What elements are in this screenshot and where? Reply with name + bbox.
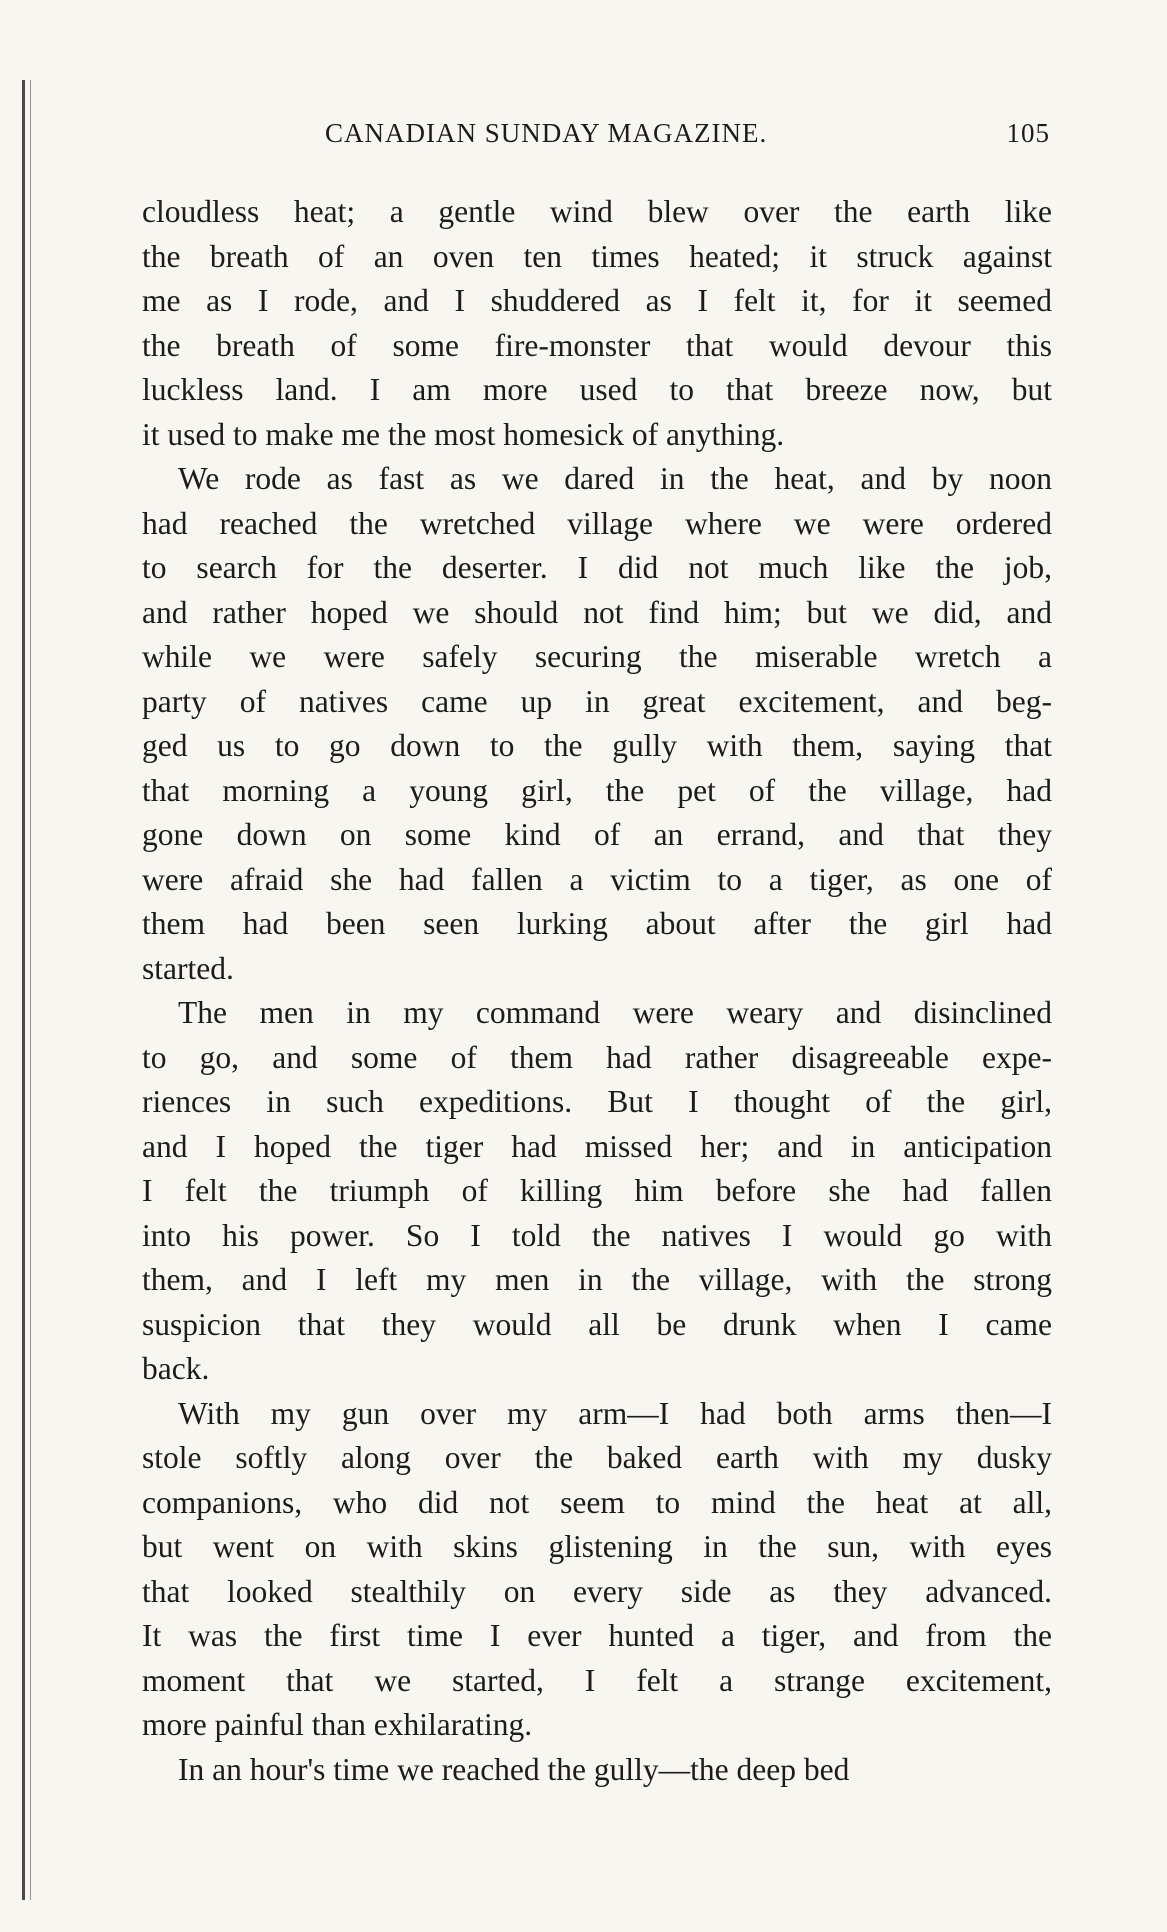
text-line: and I hoped the tiger had missed her; and in anticipation [142, 1128, 1052, 1164]
text-line: while we were safely securing the miserable wretch a [142, 639, 1052, 674]
text-line: that morning a young girl, the pet of the village, had [142, 772, 1052, 808]
magazine-title: CANADIAN SUNDAY MAGAZINE. [325, 118, 768, 148]
text-line: It was the first time I ever hunted a tiger, and from the [142, 1618, 1052, 1653]
text-line: had reached the wretched village where we were ordered [142, 505, 1052, 541]
text-line: riences in such expeditions. But I thought of the girl, [142, 1084, 1052, 1119]
text-line: The men in my command were weary and disinclined [178, 995, 1052, 1030]
text-line: gone down on some kind of an errand, and that they [142, 817, 1052, 852]
text-line: party of natives came up in great excitement, and beg- [142, 683, 1052, 719]
text-line: luckless land. I am more used to that breeze now, but [142, 372, 1052, 407]
text-line: the breath of an oven ten times heated; it struck against [142, 238, 1052, 274]
text-line: me as I rode, and I shuddered as I felt it, for it seemed [142, 283, 1052, 318]
text-line: started. [142, 950, 234, 986]
binding-edge [22, 80, 25, 1900]
page-number: 105 [1006, 118, 1050, 148]
text-line: suspicion that they would all be drunk when I came [142, 1306, 1052, 1342]
text-line: but went on with skins glistening in the sun, with eyes [142, 1529, 1052, 1564]
article-body [142, 190, 1052, 1792]
text-line: back. [142, 1351, 210, 1386]
text-line: With my gun over my arm—I had both arms then—I [178, 1395, 1052, 1431]
text-line: moment that we started, I felt a strange excitement, [142, 1662, 1052, 1698]
text-line: companions, who did not seem to mind the heat at all, [142, 1484, 1052, 1520]
binding-edge-shadow [30, 80, 31, 1900]
text-line: them, and I left my men in the village, with the strong [142, 1262, 1052, 1297]
text-line: ged us to go down to the gully with them, saying that [142, 728, 1052, 763]
text-line: were afraid she had fallen a victim to a tiger, as one of [142, 861, 1052, 897]
text-line: to go, and some of them had rather disagreeable expe- [142, 1039, 1052, 1075]
running-header [140, 118, 1060, 158]
text-line: and rather hoped we should not find him; but we did, and [142, 594, 1052, 630]
text-line: I felt the triumph of killing him before she had fallen [142, 1173, 1052, 1208]
text-line: In an hour's time we reached the gully—the deep bed [178, 1751, 850, 1787]
text-line: into his power. So I told the natives I would go with [142, 1217, 1052, 1253]
text-line: cloudless heat; a gentle wind blew over the earth like [142, 194, 1052, 229]
text-line: We rode as fast as we dared in the heat, and by noon [178, 461, 1052, 496]
text-line: the breath of some fire-monster that would devour this [142, 327, 1052, 363]
text-line: to search for the deserter. I did not much like the job, [142, 550, 1052, 585]
text-line: it used to make me the most homesick of anything. [142, 416, 785, 452]
paragraph [142, 1748, 1052, 1793]
paragraph [142, 991, 1052, 1392]
text-line: stole softly along over the baked earth with my dusky [142, 1440, 1052, 1475]
text-line: more painful than exhilarating. [142, 1707, 533, 1742]
paragraph [142, 1392, 1052, 1748]
text-line: them had been seen lurking about after the girl had [142, 906, 1052, 941]
paragraph [142, 457, 1052, 991]
text-line: that looked stealthily on every side as they advanced. [142, 1573, 1052, 1609]
paragraph [142, 190, 1052, 457]
